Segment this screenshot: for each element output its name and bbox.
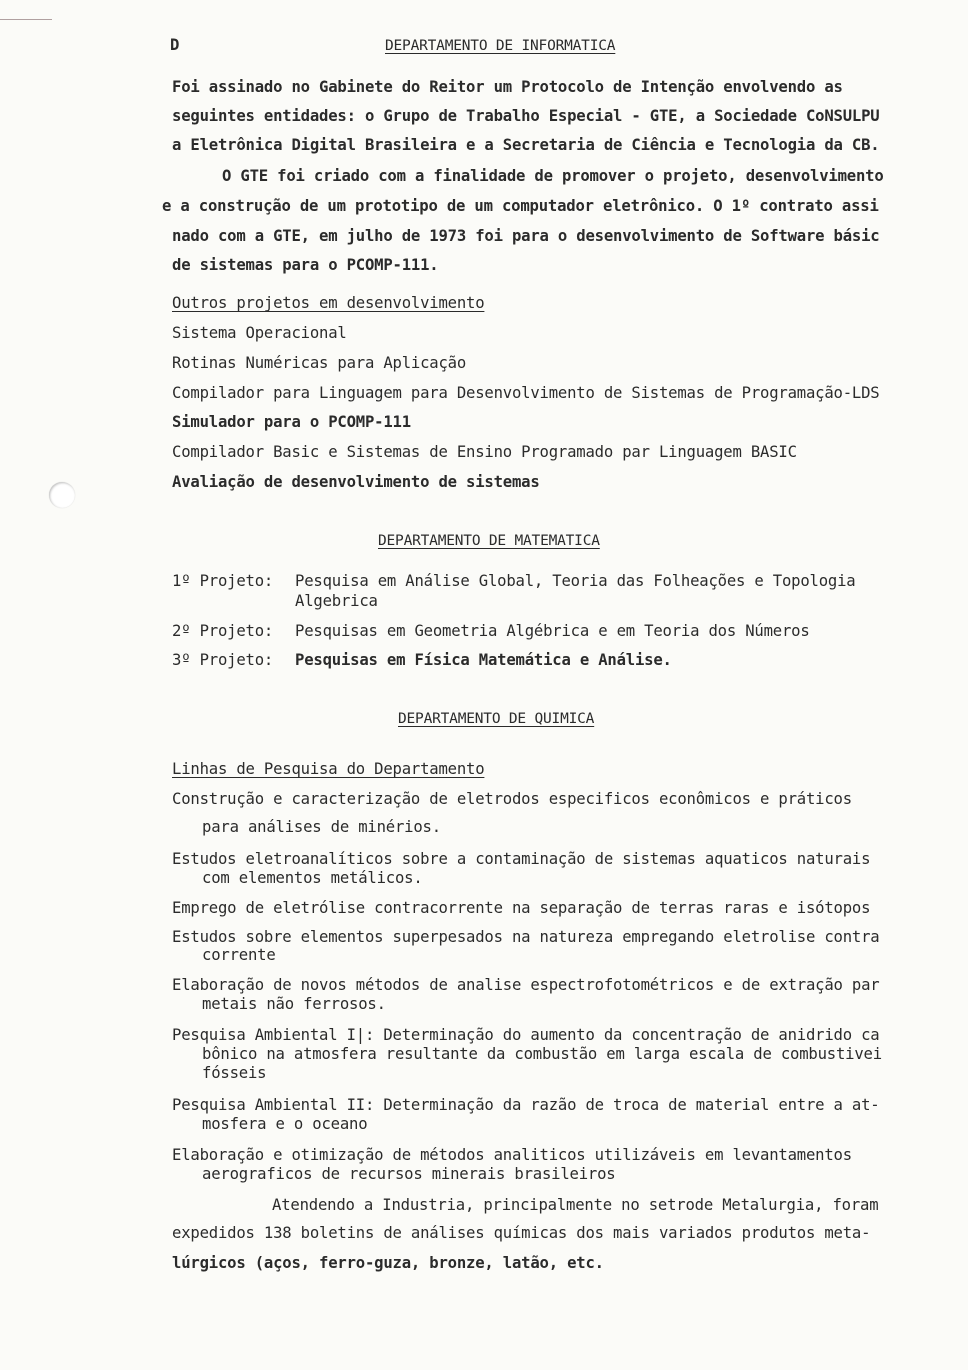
outros-item: Compilador para Linguagem para Desenvolvimento de Sistemas de Programação-LDS xyxy=(172,384,880,402)
page-marker: D xyxy=(170,36,180,54)
projeto-label: 2º Projeto: xyxy=(172,622,274,640)
linha-item: Estudos eletroanalíticos sobre a contaminação de sistemas aquaticos naturais xyxy=(172,850,871,868)
linha-item-cont: metais não ferrosos. xyxy=(202,995,386,1013)
outros-heading: Outros projetos em desenvolvimento xyxy=(172,294,485,312)
linha-item-cont: para análises de minérios. xyxy=(202,818,441,836)
closing-line: Atendendo a Industria, principalmente no setrode Metalurgia, foram xyxy=(272,1196,879,1214)
closing-line: expedidos 138 boletins de análises químicas dos mais variados produtos meta- xyxy=(172,1224,871,1242)
linha-item: Construção e caracterização de eletrodos especificos econômicos e práticos xyxy=(172,790,852,808)
outros-item: Simulador para o PCOMP-111 xyxy=(172,413,411,431)
informatica-para2-line: nado com a GTE, em julho de 1973 foi para o desenvolvimento de Software básic xyxy=(172,227,880,245)
projeto-label: 1º Projeto: xyxy=(172,572,274,590)
projeto-text: Pesquisas em Geometria Algébrica e em Teoria dos Números xyxy=(295,622,810,640)
linha-item-cont: aerograficos de recursos minerais brasileiros xyxy=(202,1165,616,1183)
closing-line: lúrgicos (aços, ferro-guza, bronze, latão, etc. xyxy=(172,1254,604,1272)
linha-item: Emprego de eletrólise contracorrente na separação de terras raras e isótopos xyxy=(172,899,871,917)
linha-item-cont: corrente xyxy=(202,946,276,964)
projeto-text: Algebrica xyxy=(295,592,378,610)
punch-hole xyxy=(49,482,75,508)
outros-item: Compilador Basic e Sistemas de Ensino Programado par Linguagem BASIC xyxy=(172,443,797,461)
informatica-para1-line: a Eletrônica Digital Brasileira e a Secretaria de Ciência e Tecnologia da CB. xyxy=(172,136,880,154)
informatica-title: DEPARTAMENTO DE INFORMATICA xyxy=(385,38,616,54)
edge-mark xyxy=(0,19,52,20)
linha-item: Elaboração e otimização de métodos analiticos utilizáveis em levantamentos xyxy=(172,1146,852,1164)
linha-item: Estudos sobre elementos superpesados na natureza empregando eletrolise contra xyxy=(172,928,880,946)
projeto-text: Pesquisa em Análise Global, Teoria das Folheações e Topologia xyxy=(295,572,856,590)
linha-item: Pesquisa Ambiental I|: Determinação do aumento da concentração de anidrido ca xyxy=(172,1026,880,1044)
linha-item: Elaboração de novos métodos de analise espectrofotométricos e de extração par xyxy=(172,976,880,994)
outros-item: Avaliação de desenvolvimento de sistemas xyxy=(172,473,540,491)
projeto-text: Pesquisas em Física Matemática e Análise. xyxy=(295,651,672,669)
outros-item: Rotinas Numéricas para Aplicação xyxy=(172,354,467,372)
informatica-para2-line: e a construção de um prototipo de um computador eletrônico. O 1º contrato assi xyxy=(162,197,879,215)
linha-item: Pesquisa Ambiental II: Determinação da razão de troca de material entre a at- xyxy=(172,1096,880,1114)
matematica-title: DEPARTAMENTO DE MATEMATICA xyxy=(378,533,600,549)
informatica-para1-line: seguintes entidades: o Grupo de Trabalho Especial - GTE, a Sociedade CoNSULPU xyxy=(172,107,880,125)
outros-item: Sistema Operacional xyxy=(172,324,347,342)
projeto-label: 3º Projeto: xyxy=(172,651,274,669)
linha-item-cont: fósseis xyxy=(202,1064,267,1082)
quimica-title: DEPARTAMENTO DE QUIMICA xyxy=(398,711,595,727)
linha-item-cont: com elementos metálicos. xyxy=(202,869,423,887)
informatica-para2-line: O GTE foi criado com a finalidade de promover o projeto, desenvolvimento xyxy=(222,167,884,185)
informatica-para1-line: Foi assinado no Gabinete do Reitor um Protocolo de Intenção envolvendo as xyxy=(172,78,843,96)
linha-item-cont: bônico na atmosfera resultante da combustão em larga escala de combustivei xyxy=(202,1045,882,1063)
linhas-heading: Linhas de Pesquisa do Departamento xyxy=(172,760,485,778)
informatica-para2-line: de sistemas para o PCOMP-111. xyxy=(172,256,439,274)
linha-item-cont: mosfera e o oceano xyxy=(202,1115,368,1133)
